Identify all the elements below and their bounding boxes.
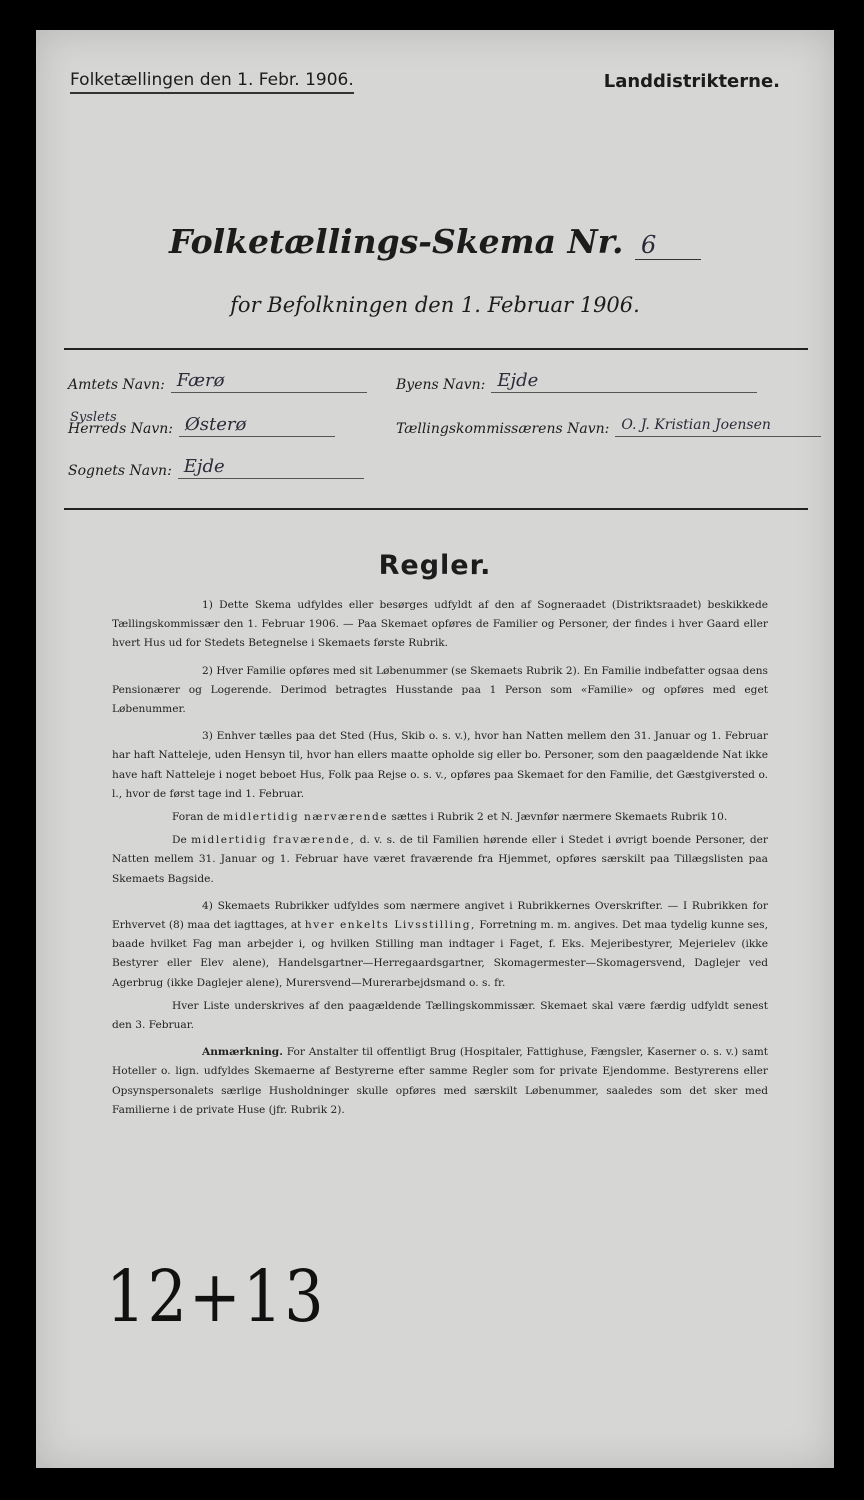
annotation-label: Anmærkning. [202,1046,283,1059]
rule-3b-emphasis: midlertidig nærværende [223,811,389,824]
sogn-field [68,456,364,479]
rule-1: 1) Dette Skema udfyldes eller besørges udfyldt af den af Sogneraadet (Distriktsraadet) beskikkede Tællingskommissær den 1. Februar 1906. — Paa Skemaet opføres de Familier og Personer, der findes i hver Gaard eller hvert Hus ud for Stedets Betegnelse i Skemaets første Rubrik. [112,599,768,650]
census-form-sheet [36,30,834,1468]
rule-4 [112,897,768,993]
rules-text [112,596,768,1128]
annotation [112,1043,768,1120]
rule-3c-post: d. v. s. de til Familien hørende eller i Stedet i øvrigt boende Personer, der Natten mellem 31. Januar og 1. Februar have været fraværende fra Hjemmet, opføres særskilt paa Tillægslisten paa Skemaets Bagside. [112,834,769,885]
rule-2: 2) Hver Familie opføres med sit Løbenummer (se Skemaets Rubrik 2). En Familie indbefatter ogsaa dens Pensionærer og Logerende. Derimod betragtes Husstande paa 1 Person som «Familie» og opføres med eget Løbenummer. [112,664,768,716]
rule-3c-pre: De [172,834,187,847]
rule-3c [112,831,768,889]
rule-3: 3) Enhver tælles paa det Sted (Hus, Skib o. s. v.), hvor han Natten mellem den 31. Januar og 1. Februar har haft Natteleje, uden Hensyn til, hvor han ellers maatte opholde sig eller bo. Personer, som den paagældende Nat ikke have haft Natteleje i noget beboet Hus, Folk paa Rejse o. s. v., opføres paa Skemaet for den Familie, det Gæstgiversted o. l., hvor de først tage ind 1. Februar. [112,730,768,800]
census-header-title: Folketællingen den 1. Febr. 1906. [70,70,354,94]
district-type-label: Landdistrikterne. [603,71,780,92]
form-title [36,222,834,261]
amt-value: Færø [171,370,367,393]
rule-3c-emphasis: midlertidig fraværende, [191,834,356,847]
form-subtitle: for Befolkningen den 1. Februar 1906. [230,293,640,317]
rule-4-pre: 4) Skemaets Rubrikker udfyldes som nærmere angivet i Rubrikkernes Overskrifter. — I Rubrikken for Erhvervet (8) maa det iagttages, at [112,899,768,932]
sogn-value: Ejde [178,456,364,479]
annotation-text: For Anstalter til offentligt Brug (Hospitaler, Fattighuse, Fængsler, Kaserner o. s. v.) samt Hoteller o. lign. udfyldes Skemaerne af Bestyrerne efter samme Regler som for private Ejendomme. Bestyrerens eller Opsynspersonalets særlige Husholdninger skulle opføres med særskilt Løbenummer, saaledes som det sker med Familierne i de private Huse (jfr. Rubrik 2). [112,1046,768,1116]
form-number: 6 [635,231,701,260]
kommissaer-field [396,414,821,437]
by-label: Byens Navn: [396,377,486,393]
rule-3b-pre: Foran de [172,811,220,824]
rule-3b-post: sættes i Rubrik 2 et N. Jævnfør nærmere Skemaets Rubrik 10. [391,811,728,824]
herred-value: Østerø [179,414,335,437]
by-value: Ejde [491,370,757,393]
by-field [396,370,757,393]
handwritten-page-note: 12+13 [106,1254,326,1339]
rule-4-post: Forretning m. m. angives. Det maa tydelig kunne ses, baade hvilket Fag man arbejder i, og hvilken Stilling man indtager i Faget, f. Eks. Mejeribestyrer, Mejerielev (ikke Bestyrer eller Elev alene), Handelsgartner—Herregaardsgartner, Skomagermester—Skomagersvend, Daglejer ved Agerbrug (ikke Daglejer alene), Murersvend—Murerarbejdsmand o. s. fr. [112,919,768,989]
amt-label: Amtets Navn: [68,377,165,393]
herred-label: Herreds Navn: [68,421,173,437]
herred-correction-note: Syslets [70,410,117,425]
kommissaer-label: Tællingskommissærens Navn: [396,421,610,437]
rule-3b [112,808,768,827]
regler-heading: Regler. [378,550,492,581]
form-title-text: Folketællings-Skema Nr. [169,222,624,261]
sogn-label: Sognets Navn: [68,463,172,479]
amt-field [68,370,367,393]
top-divider [64,348,808,350]
herred-field [68,414,335,437]
kommissaer-value: O. J. Kristian Joensen [615,414,821,437]
rule-4b: Hver Liste underskrives af den paagældende Tællingskommissær. Skemaet skal være færdig udfyldt senest den 3. Februar. [112,999,768,1032]
rule-4-emphasis: hver enkelts Livsstilling, [304,919,476,932]
bottom-divider [64,508,808,510]
